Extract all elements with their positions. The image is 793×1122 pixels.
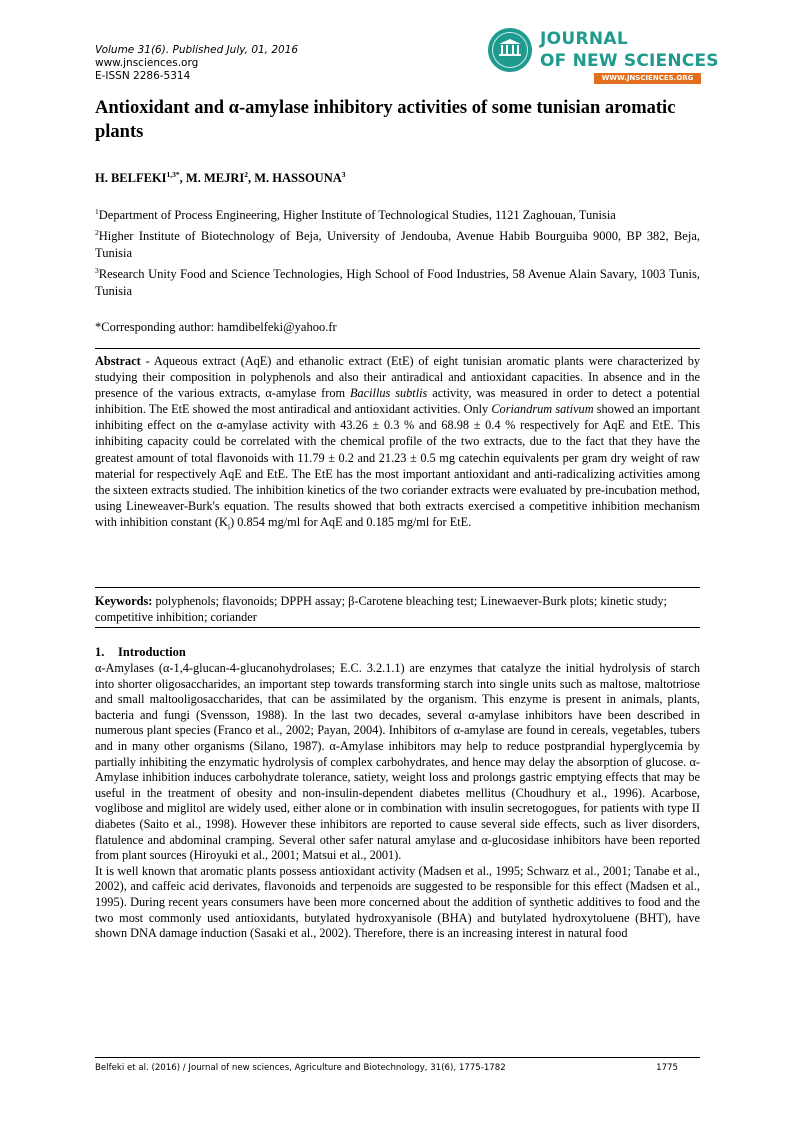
volume-line: Volume 31(6). Published July, 01, 2016	[95, 44, 299, 56]
issn-line: E-ISSN 2286-5314	[95, 70, 191, 82]
body-paragraph: α-Amylases (α-1,4-glucan-4-glucanohydrolases; E.C. 3.2.1.1) are enzymes that catalyze the initial hydrolysis of starch into shorter oligosaccharides, an important step towards transforming starch into single units such as maltose, maltotriose and small maltooligosaccharides, that can be assimilated by the organism. This enzyme is present in animals, plants, bacteria and fungi (Svensson, 1988). In the last two decades, several α-amylase inhibitors have been described in numerous plant species (Franco et al., 2002; Payan, 2004). Inhibitors of α-amylase are found in cereals, vegetables, tubers and in many other organisms (Silano, 1987). α-Amylase inhibitors may help to reduce postprandial hyperglycemia by partially inhibiting the enzymatic hydrolysis of complex carbohydrates, and hence may delay the absorption of glucose. α-Amylase inhibition induces carbohydrate tolerance, satiety, weight loss and prolongs gastric emptying effects that may be useful in the treatment of obesity and non-insulin-dependent diabetes mellitus (Choudhury et al., 1996). Acarbose, voglibose and miglitol are widely used, either alone or in combination with insulin secretogogues, for patients with type II diabetes (Saito et al., 1998). However these inhibitors are reported to cause several side effects, such as liver disorders, flatulence and abdominal cramping. Several other safer natural amylase and α-glucosidase inhibitors have been reported from plant sources (Hiroyuki et al., 2001; Matsui et al., 2001).	[95, 661, 700, 863]
abstract-label: Abstract	[95, 354, 141, 368]
affiliation: $^3$Research Unity Food and Science Technologies, High School of Food Industries, 58 Avenue Alain Savary, 1003 Tunis, Tunisia	[95, 266, 700, 299]
author-name: M. HASSOUNA	[254, 171, 342, 186]
keywords-top-rule	[95, 587, 700, 588]
keywords-label: Keywords:	[95, 594, 153, 608]
website-line[interactable]: www.jnsciences.org	[95, 57, 199, 69]
page-footer	[95, 1063, 700, 1073]
page-number: 1775	[656, 1063, 678, 1073]
logo-url-banner: WWW.JNSCIENCES.ORG	[594, 73, 701, 84]
corresponding-author: *Corresponding author: hamdibelfeki@yahoo.fr	[95, 320, 337, 334]
body-paragraph: It is well known that aromatic plants possess antioxidant activity (Madsen et al., 1995; Schwarz et al., 2001; Tanabe et al., 2002), and caffeic acid derivates, flavonoids and terpenoids are suggested to be responsible for this effect (Madsen et al., 1995). During recent years consumers have been more concerned about the addition of synthetic additives to food and the two most commonly used antioxidants, butylated hydroxyanisole (BHA) and butylated hydroxytoluene (BHT), have shown DNA damage induction (Sasaki et al., 2002). Therefore, there is an increasing interest in natural food	[95, 863, 700, 941]
keywords-bottom-rule	[95, 627, 700, 628]
author-affil-ref: 1,3*	[166, 170, 180, 179]
author-name: H. BELFEKI	[95, 171, 167, 186]
abstract-top-rule	[95, 348, 700, 349]
affiliation: $^2$Higher Institute of Biotechnology of Beja, University of Jendouba, Avenue Habib Bourguiba 9000, BP 382, Beja, Tunisia	[95, 228, 700, 261]
article-title: Antioxidant and α-amylase inhibitory activities of some tunisian aromatic plants	[95, 98, 676, 142]
building-icon	[499, 39, 521, 57]
author-name: M. MEJRI	[185, 171, 245, 186]
affiliation: $^1$Department of Process Engineering, Higher Institute of Technological Studies, 1121 Zaghouan, Tunisia	[95, 207, 616, 223]
section-heading-introduction: 1. Introduction	[95, 645, 186, 659]
footer-citation: Belfeki et al. (2016) / Journal of new sciences, Agriculture and Biotechnology, 31(6), 1775-1782	[95, 1063, 506, 1073]
affiliation-list	[95, 203, 700, 300]
journal-logo	[488, 26, 719, 92]
author-affil-ref: 3	[341, 170, 346, 179]
introduction-body	[95, 661, 700, 942]
author-list: H. $BELFEKI^{1,3*}$, M. MEJRI$^2$, M. HASSOUNA$^3$	[95, 170, 346, 186]
author-affil-ref: 2	[244, 170, 248, 179]
keywords: Keywords: polyphenols; flavonoids; DPPH assay; β-Carotene bleaching test; Linewaever-Burk plots; kinetic study; competitive inhibition; coriander	[95, 594, 667, 624]
logo-line1: JOURNAL	[540, 29, 628, 49]
abstract: Abstract - Aqueous extract (AqE) and ethanolic extract (EtE) of eight tunisian aromatic plants were characterized by studying their composition in polyphenols and also their antiradical and antioxidant capacities. In absence and in the presence of the various extracts, α-amylase from Bacillus subtlis activity, was measured in order to detect a potential inhibition. The EtE showed the most antiradical and antioxidant activities. Only Coriandrum sativum showed an important inhibiting effect on the α-amylase activity with 43.26 ± 0.3 % and 68.98 ± 0.4 % respectively for AqE and EtE. This inhibiting capacity could be correlated with the chemical profile of the two extracts, due to the fact that they have the greatest amount of total flavonoids with 11.79 ± 0.2 and 21.23 ± 0.5 mg catechin equivalents per gram dry weight of raw material for respectively AqE and EtE. The EtE has the most important antioxidant and anti-radicalizing activities among the sixteen extracts studied. The inhibition kinetics of the two coriander extracts were evaluated by pre-incubation method, using Lineweaver-Burk's equation. The results showed that both extracts exercised a competitive inhibition mechanism with inhibition constant $(K_i)$ 0.854 mg/ml for AqE and 0.185 mg/ml for EtE.	[95, 354, 700, 532]
university-emblem-icon	[488, 28, 532, 72]
logo-line2: OF NEW SCIENCES	[540, 51, 719, 71]
footer-rule	[95, 1057, 700, 1058]
journal-header-info	[95, 44, 298, 83]
